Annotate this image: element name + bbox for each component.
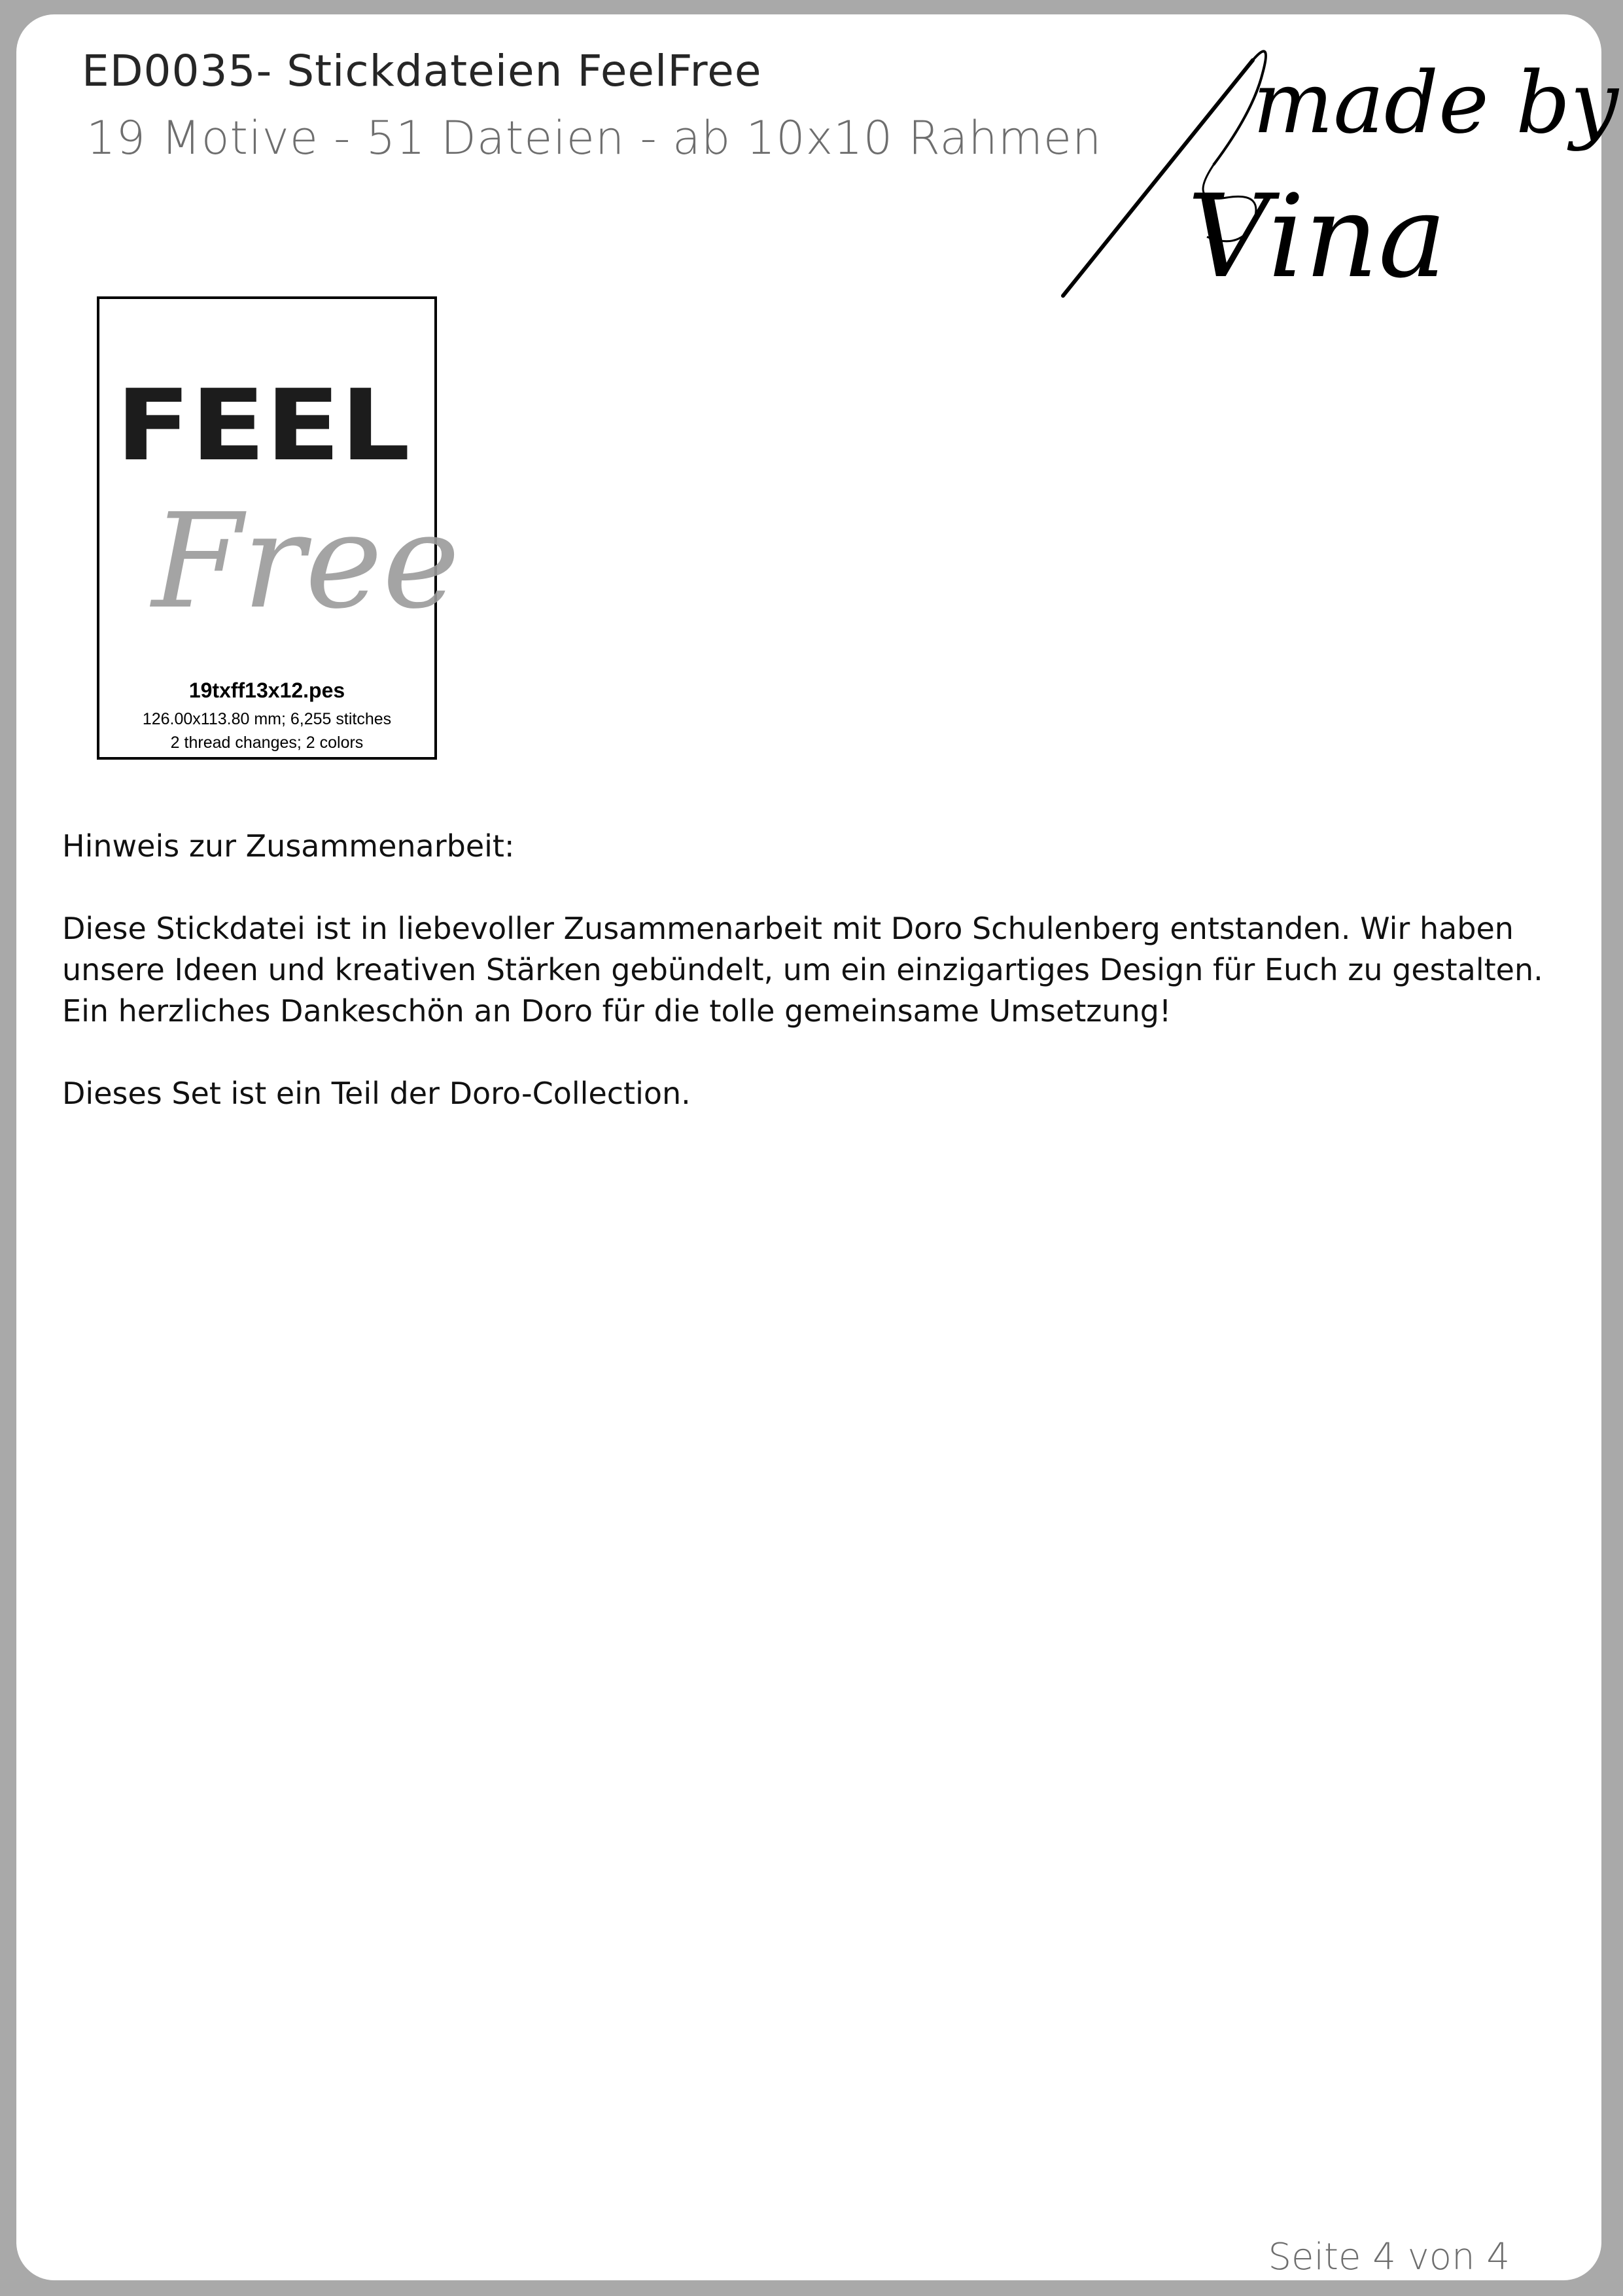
- document-subtitle: 19 Motive - 51 Dateien - ab 10x10 Rahmen: [86, 111, 1102, 165]
- logo-text-vina: Vina: [1187, 171, 1447, 304]
- preview-thread-info: 2 thread changes; 2 colors: [170, 733, 364, 752]
- preview-metadata: [99, 707, 434, 754]
- embroidery-preview-card: [97, 296, 461, 760]
- note-body: Diese Stickdatei ist in liebevoller Zusammenarbeit mit Doro Schulenberg entstanden. Wir haben unsere Ideen und kreativen Stärken gebündelt, um ein einzigartiges Design für Euch zu gestalten. Ein herzliches Dankeschön an Doro für die tolle gemeinsame Umsetzung!: [62, 911, 1543, 1029]
- note-collection: Dieses Set ist ein Teil der Doro-Collection.: [62, 1076, 691, 1111]
- collaboration-note: [62, 826, 1567, 1114]
- document-title: ED0035- Stickdateien FeelFree: [82, 46, 762, 96]
- brand-logo: [1056, 34, 1618, 309]
- design-word-free: Free: [152, 486, 461, 638]
- preview-dimensions: 126.00x113.80 mm; 6,255 stitches: [142, 710, 392, 728]
- document-page: [16, 14, 1618, 2280]
- page-number: Seite 4 von 4: [1268, 2236, 1510, 2278]
- preview-filename: 19txff13x12.pes: [188, 679, 345, 702]
- design-word-feel: FEEL: [116, 369, 410, 483]
- note-heading: Hinweis zur Zusammenarbeit:: [62, 828, 515, 864]
- feel-free-design-image: [113, 369, 461, 672]
- logo-text-made-by: made by: [1253, 53, 1618, 152]
